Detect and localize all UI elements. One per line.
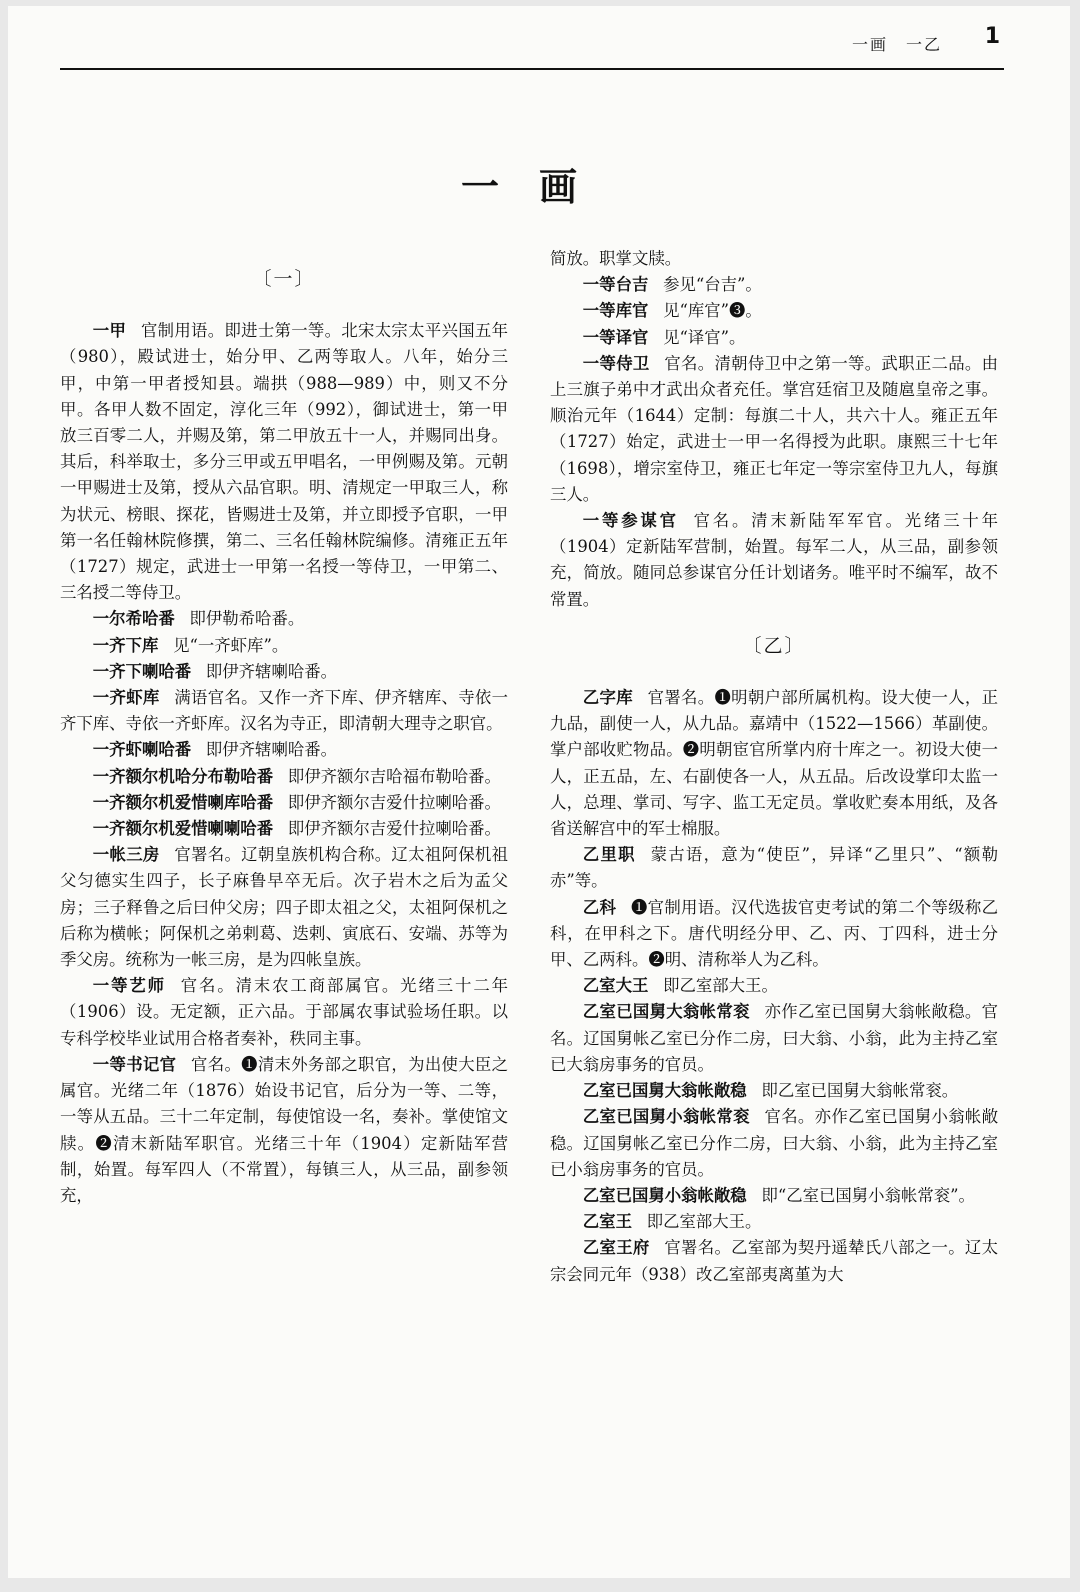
entry-headword: 一齐虾喇哈番	[92, 740, 192, 760]
dictionary-entry	[550, 1183, 998, 1209]
right-column	[550, 246, 998, 1288]
entry-headword: 乙科	[582, 897, 617, 917]
dictionary-entry	[60, 842, 508, 973]
dictionary-entry	[550, 973, 998, 999]
entry-headword: 一等侍卫	[582, 353, 650, 373]
entry-headword: 一齐额尔机爱惜喇喇哈番	[92, 819, 274, 839]
entry-definition: 满语官名。又作一齐下库、伊齐辖库、寺依一齐下库、寺依一齐虾库。汉名为寺正，即清朝大理寺之职官。	[60, 688, 509, 734]
entry-headword: 乙室王府	[582, 1238, 650, 1258]
entry-headword: 乙室已国舅小翁帐常衮	[582, 1107, 750, 1127]
left-entry-list	[60, 318, 508, 1209]
entry-headword: 一等书记官	[92, 1054, 177, 1074]
dictionary-entry	[550, 1235, 998, 1287]
subhead-yi: 〔一〕	[252, 268, 316, 290]
dictionary-entry	[550, 351, 998, 508]
entry-headword: 乙室王	[582, 1212, 632, 1232]
entry-headword: 一等参谋官	[582, 511, 679, 531]
entry-headword: 一等译官	[582, 327, 649, 347]
right-entry-list-b	[550, 685, 998, 1288]
dictionary-entry	[60, 685, 508, 737]
entry-headword: 乙室已国舅大翁帐常衮	[582, 1002, 750, 1022]
entry-headword: 一齐下喇哈番	[92, 661, 192, 681]
dictionary-entry	[550, 895, 998, 974]
entry-definition: 即伊齐额尔吉哈福布勒哈番。	[287, 766, 501, 786]
dictionary-entry	[550, 508, 998, 613]
entry-definition: 即伊齐辖喇哈番。	[205, 661, 338, 681]
entry-headword: 乙室已国舅大翁帐敞稳	[582, 1081, 747, 1101]
dictionary-entry	[550, 272, 998, 298]
dictionary-entry	[60, 606, 508, 632]
section-title: 一画	[460, 165, 617, 209]
entry-definition: 官名。清朝侍卫中之第一等。武职正二品。由上三旗子弟中才武出众者充任。掌宫廷宿卫及随扈皇帝之事。顺治元年（1644）定制：每旗二十人，共六十人。雍正五年（1727）始定，武进士一甲一名得授为此职。康熙三十七年（1698），增宗室侍卫，雍正七年定一等宗室侍卫九人，每旗三人。	[550, 353, 999, 504]
dictionary-entry	[60, 659, 508, 685]
dictionary-entry	[550, 298, 998, 324]
entry-definition: 即伊齐额尔吉爱什拉喇哈番。	[287, 819, 501, 839]
entry-headword: 一齐额尔机哈分布勒哈番	[92, 766, 274, 786]
dictionary-entry	[550, 842, 998, 894]
dictionary-page	[8, 6, 1070, 1578]
dictionary-entry	[60, 1052, 508, 1209]
dictionary-entry	[550, 685, 998, 842]
entry-headword: 一尔希哈番	[92, 609, 175, 629]
dictionary-entry	[60, 737, 508, 763]
entry-definition: 即乙室部大王。	[646, 1212, 762, 1232]
dictionary-entry	[60, 790, 508, 816]
entry-definition: 参见“台吉”。	[663, 275, 762, 295]
entry-definition: 官名。亦作乙室已国舅小翁帐敞稳。辽国舅帐乙室已分作二房，曰大翁、小翁，此为主持乙室已小翁房事务的官员。	[550, 1107, 998, 1179]
dictionary-entry	[550, 1078, 998, 1104]
dictionary-entry	[60, 973, 508, 1052]
entry-definition: 即伊齐辖喇哈番。	[205, 740, 338, 760]
running-head: 一画 一乙	[851, 35, 942, 54]
entry-definition: 亦作乙室已国舅大翁帐敞稳。官名。辽国舅帐乙室已分作二房，曰大翁、小翁，此为主持乙室已大翁房事务的官员。	[550, 1002, 998, 1074]
subhead-yi2: 〔乙〕	[742, 634, 806, 657]
left-column	[60, 246, 508, 1209]
entry-definition: 官制用语。即进士第一等。北宋太宗太平兴国五年（980），殿试进士，始分甲、乙两等取人。八年，始分三甲，中第一甲者授知县。端拱（988—989）中，则又不分甲。各甲人数不固定，淳化三年（992），御试进士，第一甲放三百零二人，并赐及第，第二甲放五十一人，并赐同出身。其后，科举取士，多分三甲或五甲唱名，一甲例赐及第。元朝一甲赐进士及第，授从六品官职。明、清规定一甲取三人，称为状元、榜眼、探花，皆赐进士及第，并立即授予官职，一甲第一名任翰林院修撰，第二、三名任翰林院编修。清雍正五年（1727）规定，武进士一甲第一名授一等侍卫，一甲第二、三名授二等侍卫。	[60, 321, 509, 603]
page-number: 1	[984, 24, 1000, 49]
entry-headword: 一等台吉	[582, 275, 649, 295]
dictionary-entry	[60, 816, 508, 842]
dictionary-entry	[60, 633, 508, 659]
entry-definition: 见“译官”。	[663, 327, 746, 347]
entry-headword: 一等库官	[582, 301, 649, 321]
entry-definition: 即乙室部大王。	[663, 976, 778, 996]
entry-definition: 官署名。辽朝皇族机构合称。辽太祖阿保机祖父匀德实生四子，长子麻鲁早卒无后。次子岩木之后为孟父房；三子释鲁之后曰仲父房；四子即太祖之父，太祖阿保机之后称为横帐；阿保机之弟剌葛、迭剌、寅底石、安端、苏等为季父房。统称为一帐三房，是为四帐皇族。	[60, 845, 509, 970]
dictionary-entry	[550, 325, 998, 351]
entry-headword: 一齐额尔机爱惜喇库哈番	[92, 792, 274, 812]
entry-headword: 乙室已国舅小翁帐敞稳	[582, 1185, 747, 1205]
entry-definition: 官署名。乙室部为契丹遥辇氏八部之一。辽太宗会同元年（938）改乙室部夷离堇为大	[550, 1238, 999, 1284]
entry-definition: 蒙古语，意为“使臣”，异译“乙里只”、“额勒赤”等。	[550, 845, 998, 891]
continuation-text: 简放。职掌文牍。	[550, 249, 682, 268]
entry-definition: 见“一齐虾库”。	[173, 635, 289, 655]
entry-headword: 一齐下库	[92, 635, 159, 655]
page-header	[60, 24, 1004, 70]
entry-headword: 一甲	[92, 321, 127, 341]
entry-definition: 见“库官”❸。	[663, 301, 762, 321]
entry-definition: 官名。清末农工商部属官。光绪三十二年（1906）设。无定额，正六品。于部属农事试验场任职。以专科学校毕业试用合格者奏补，秩同主事。	[60, 976, 509, 1048]
dictionary-entry	[550, 1104, 998, 1183]
right-entry-list-a	[550, 272, 998, 613]
entry-definition: ❶官制用语。汉代选拔官吏考试的第二个等级称乙科，在甲科之下。唐代明经分甲、乙、丙、丁四科，进士分甲、乙两科。❷明、清称举人为乙科。	[550, 897, 999, 970]
dictionary-entry	[60, 764, 508, 790]
entry-definition: 即伊齐额尔吉爱什拉喇哈番。	[287, 792, 501, 812]
entry-definition: 即“乙室已国舅小翁帐常衮”。	[761, 1185, 975, 1205]
entry-headword: 乙字库	[582, 688, 633, 708]
dictionary-entry	[60, 318, 508, 606]
dictionary-entry	[550, 999, 998, 1078]
entry-headword: 乙里职	[582, 845, 636, 865]
entry-definition: 官署名。❶明朝户部所属机构。设大使一人，正九品，副使一人，从九品。嘉靖中（1522—1566）革副使。掌户部收贮物品。❷明朝宦官所掌内府十库之一。初设大使一人，正五品，左、右副使各一人，从五品。后改设掌印太监一人，总理、掌司、写字、监工无定员。掌收贮奏本用纸，及各省送解宫中的军士棉服。	[550, 688, 999, 839]
entry-headword: 一等艺师	[92, 976, 166, 996]
entry-headword: 乙室大王	[582, 976, 649, 996]
entry-definition: 即乙室已国舅大翁帐常衮。	[761, 1081, 959, 1101]
entry-headword: 一帐三房	[92, 845, 160, 865]
entry-headword: 一齐虾库	[92, 688, 160, 708]
entry-definition: 官名。清末新陆军军官。光绪三十年（1904）定新陆军营制，始置。每军二人，从三品，副参领充，简放。随同总参谋官分任计划诸务。唯平时不编军，故不常置。	[550, 511, 998, 609]
entry-definition: 官名。❶清末外务部之职官，为出使大臣之属官。光绪二年（1876）始设书记官，后分为一等、二等，一等从五品。三十二年定制，每使馆设一名，奏补。掌使馆文牍。❷清末新陆军职官。光绪三十年（1904）定新陆军营制，始置。每军四人（不常置），每镇三人，从三品，副参领充，	[60, 1054, 509, 1205]
entry-definition: 即伊勒希哈番。	[189, 609, 305, 629]
dictionary-entry	[550, 1209, 998, 1235]
